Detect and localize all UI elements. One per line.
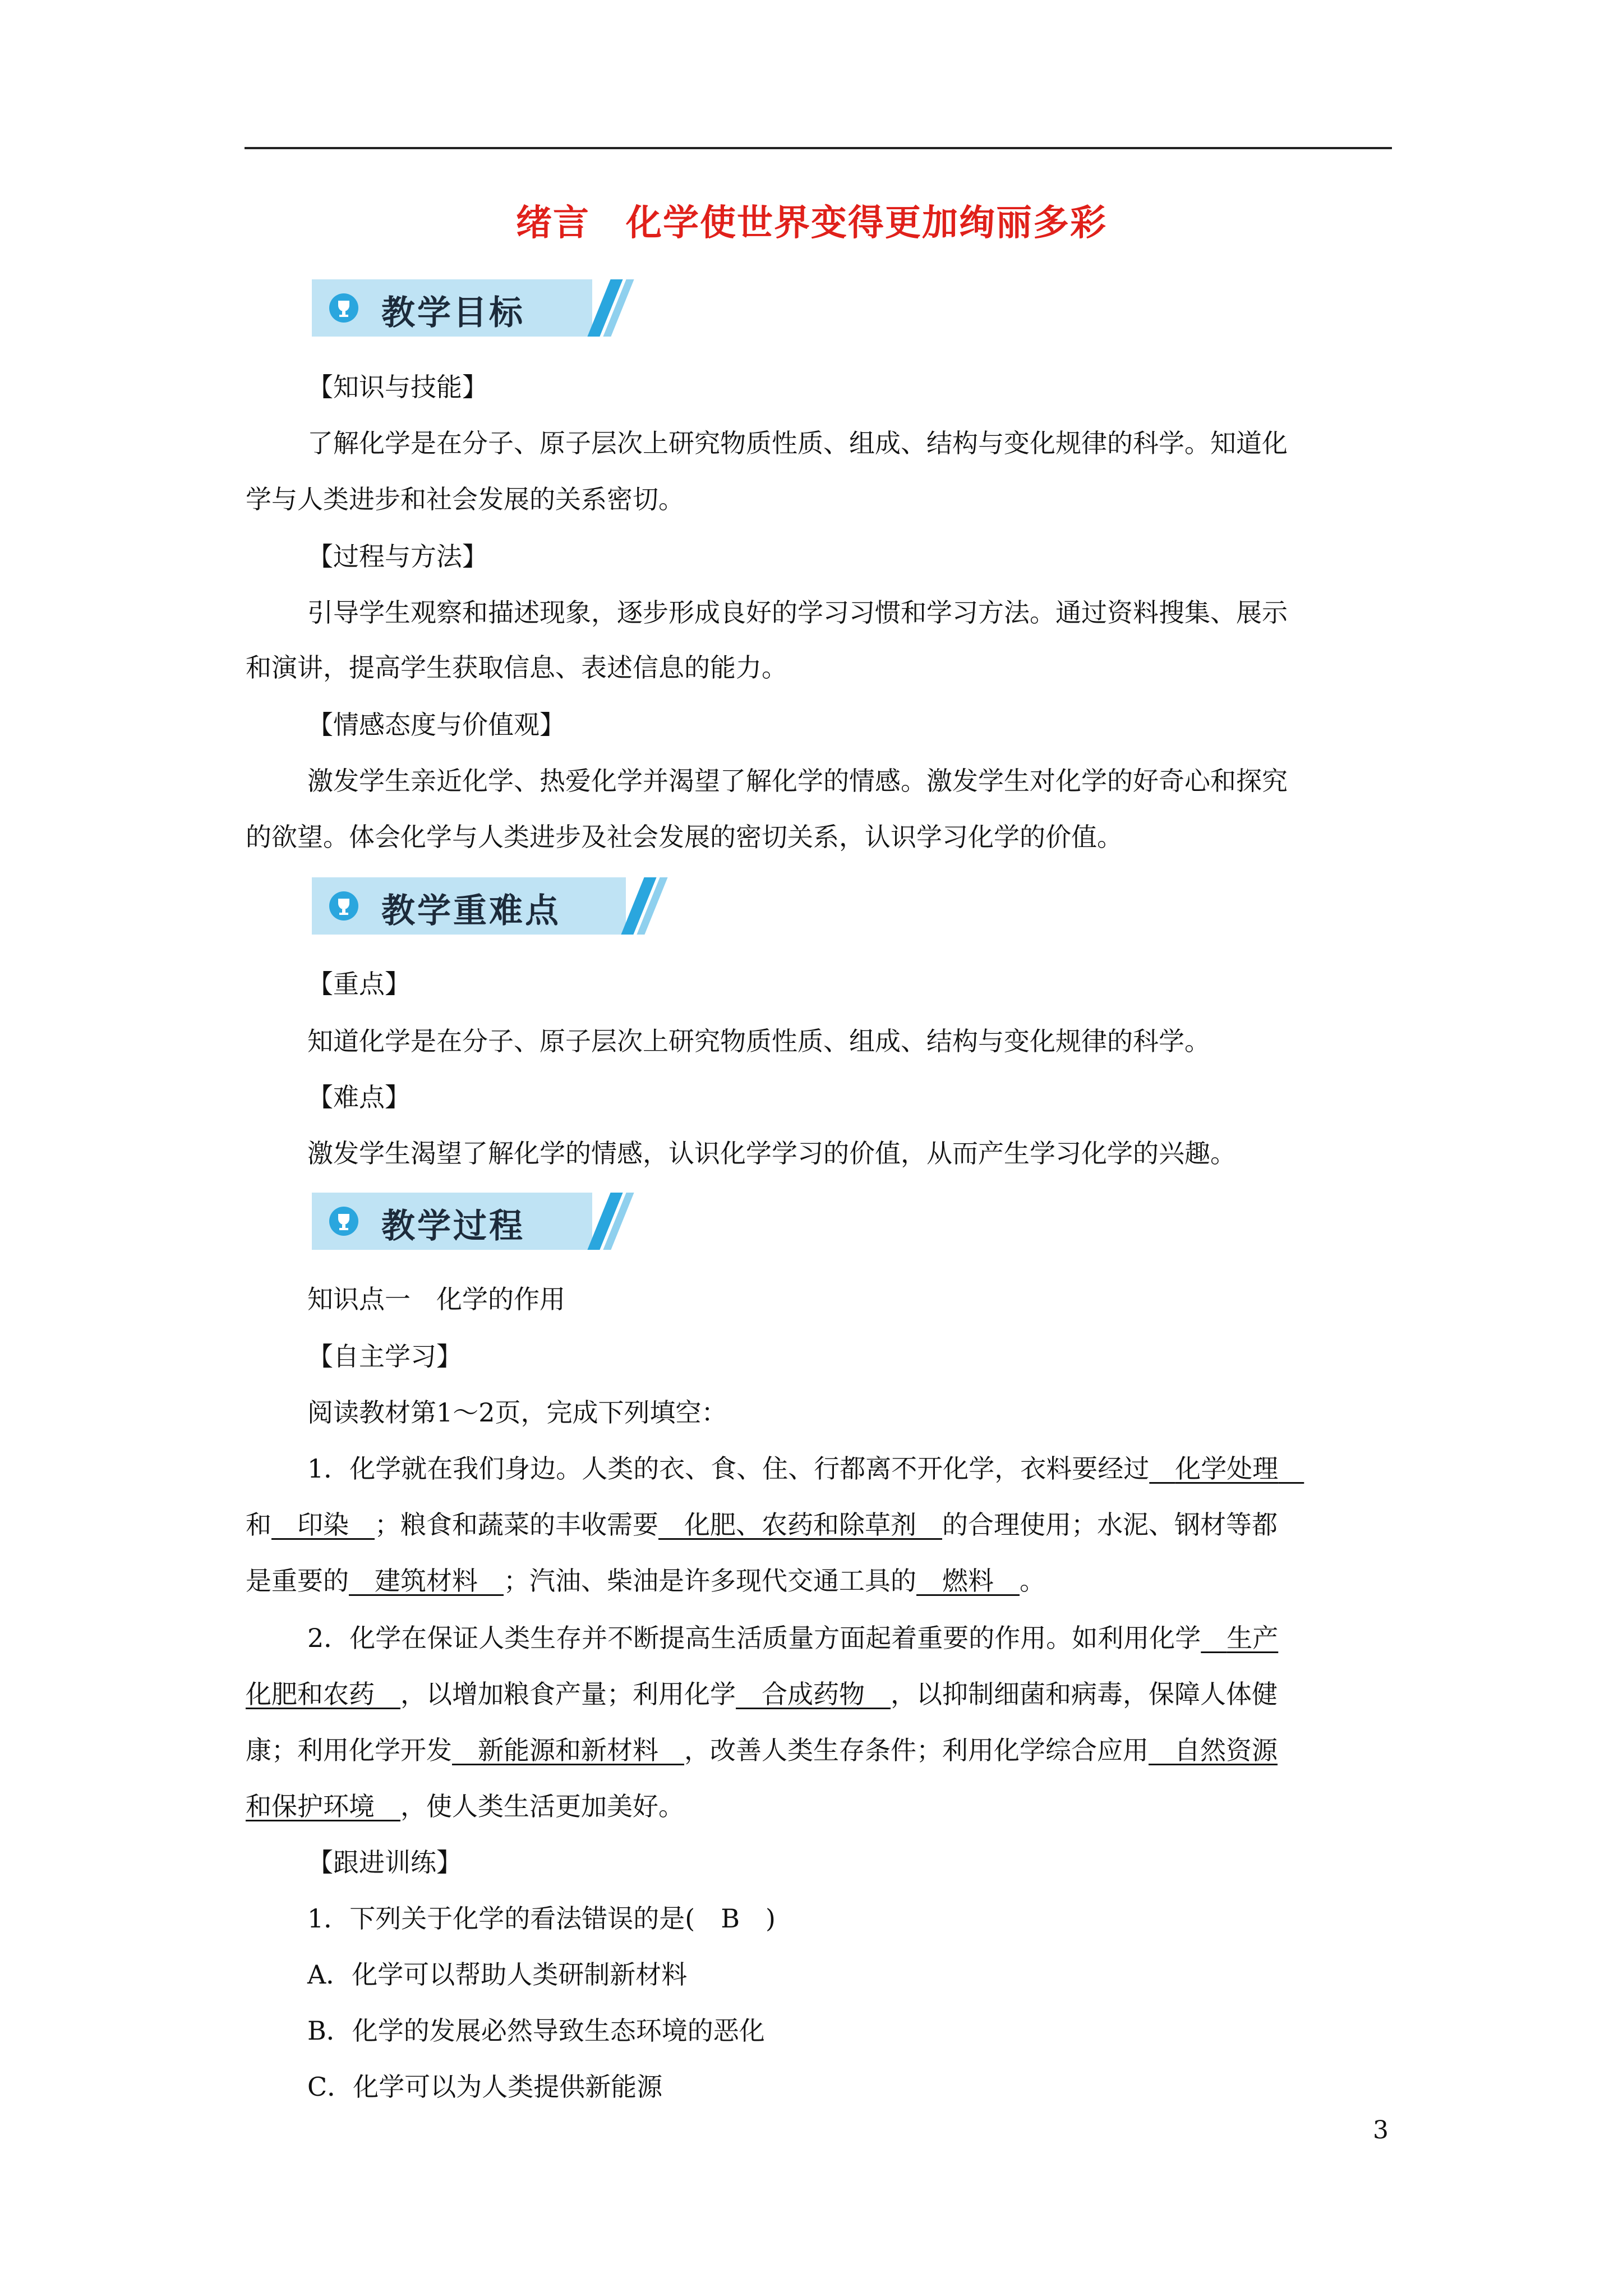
question-line: 化肥和农药 ，以增加粮食产量；利用化学 合成药物 ，以抑制细菌和病毒，保障人体健 [246,1679,1278,1709]
paragraph-line: 知道化学是在分子、原子层次上研究物质性质、组成、结构与变化规律的科学。 [307,1026,1210,1056]
paragraph-line: 和演讲，提高学生获取信息、表述信息的能力。 [246,652,787,683]
heading-process-method: 【过程与方法】 [307,541,488,572]
heading-attitude-values: 【情感态度与价值观】 [307,710,565,740]
paragraph-line: 引导学生观察和描述现象，逐步形成良好的学习习惯和学习方法。通过资料搜集、展示 [307,597,1288,628]
heading-difficult-points: 【难点】 [307,1082,411,1112]
page-number: 3 [1373,2116,1389,2145]
paragraph-line: 的欲望。体会化学与人类进步及社会发展的密切关系，认识学习化学的价值。 [246,822,1123,852]
option-b: B．化学的发展必然导致生态环境的恶化 [307,2016,765,2046]
question-line: 是重要的 建筑材料 ；汽油、柴油是许多现代交通工具的 燃料 。 [246,1566,1045,1596]
section-banner-objectives [312,279,626,337]
option-a: A．化学可以帮助人类研制新材料 [307,1959,688,1990]
page-title [0,194,1623,246]
title-part-1: 绪言 [516,203,590,244]
trophy-icon [329,891,359,921]
title-part-2: 化学使世界变得更加绚丽多彩 [626,203,1107,244]
knowledge-point-heading: 知识点一 化学的作用 [307,1284,565,1314]
blank-answer: 生产 [1227,1623,1279,1653]
question-line: 和 印染 ；粮食和蔬菜的丰收需要 化肥、农药和除草剂 的合理使用；水泥、钢材等都 [246,1510,1278,1540]
blank-answer: 和保护环境 [246,1791,375,1821]
instruction-line: 阅读教材第1～2页，完成下列填空： [307,1397,727,1428]
exercise-stem: 1．下列关于化学的看法错误的是( B ) [307,1903,776,1934]
paragraph-line: 学与人类进步和社会发展的关系密切。 [246,484,684,514]
question-line: 2．化学在保证人类生存并不断提高生活质量方面起着重要的作用。如利用化学 生产 [307,1623,1279,1653]
heading-knowledge-skills: 【知识与技能】 [307,372,488,402]
section-label: 教学重难点 [381,891,561,931]
question-line: 康；利用化学开发 新能源和新材料 ，改善人类生存条件；利用化学综合应用 自然资源 [246,1735,1278,1765]
blank-answer: 化学处理 [1175,1453,1279,1484]
heading-key-points: 【重点】 [307,969,411,999]
section-label: 教学目标 [381,293,525,333]
paragraph-line: 激发学生渴望了解化学的情感，认识化学学习的价值，从而产生学习化学的兴趣。 [307,1138,1236,1168]
question-line: 1．化学就在我们身边。人类的衣、食、住、行都离不开化学，衣料要经过 化学处理 [307,1452,1304,1485]
heading-practice: 【跟进训练】 [307,1847,462,1878]
heading-self-study: 【自主学习】 [307,1341,462,1372]
trophy-icon [329,293,359,323]
section-banner-key-difficult [312,877,660,935]
blank-answer: 印染 [297,1510,349,1540]
blank-answer: 建筑材料 [375,1566,478,1596]
blank-answer: 化肥和农药 [246,1679,375,1709]
blank-answer: 燃料 [942,1566,994,1596]
option-c: C．化学可以为人类提供新能源 [307,2072,663,2102]
blank-answer: 自然资源 [1174,1735,1278,1765]
section-banner-process [312,1193,626,1250]
header-rule [245,147,1392,149]
question-line: 和保护环境 ，使人类生活更加美好。 [246,1791,684,1821]
blank-answer: 化肥、农药和除草剂 [684,1510,916,1540]
blank-answer: 合成药物 [762,1679,865,1709]
exercise-answer: B [721,1903,740,1934]
paragraph-line: 激发学生亲近化学、热爱化学并渴望了解化学的情感。激发学生对化学的好奇心和探究 [307,766,1288,796]
section-label: 教学过程 [381,1207,525,1246]
blank-answer: 新能源和新材料 [478,1735,658,1765]
trophy-icon [329,1206,359,1236]
paragraph-line: 了解化学是在分子、原子层次上研究物质性质、组成、结构与变化规律的科学。知道化 [307,428,1288,458]
